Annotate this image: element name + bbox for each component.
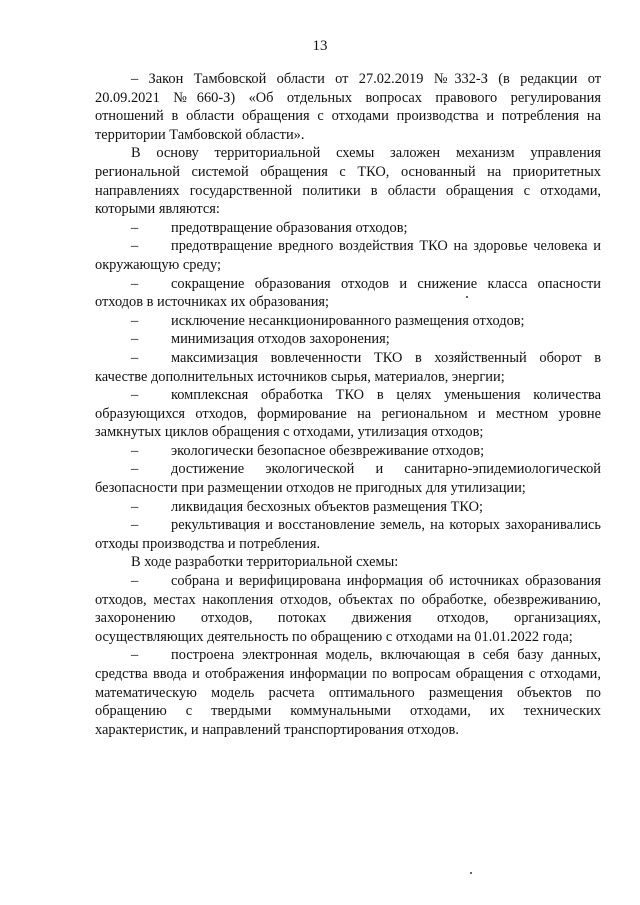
list-item-text: максимизация вовлеченности ТКО в хозяйственный оборот в качестве дополнительных источников сырья, материалов, энергии; — [95, 349, 601, 385]
list-item — [95, 442, 601, 461]
list-item-text: сокращение образования отходов и снижение класса опасности отходов в источниках их образования; — [95, 275, 601, 311]
list-item-text: предотвращение образования отходов; — [171, 219, 408, 236]
list-dash: – — [131, 387, 139, 404]
list-item — [95, 219, 601, 238]
list-item — [95, 237, 601, 274]
list-item — [95, 386, 601, 442]
list-dash: – — [131, 573, 139, 590]
list-dash: – — [131, 442, 139, 459]
list-dash: – — [131, 647, 139, 664]
list-dash: – — [131, 238, 139, 255]
list-item-text: предотвращение вредного воздействия ТКО на здоровье человека и окружающую среду; — [95, 238, 601, 273]
scan-speck — [466, 296, 468, 298]
list-item — [95, 460, 601, 497]
list-item-text: комплексная обработка ТКО в целях уменьшения количества образующихся отходов, формирование на региональном и местном уровне замкнутых циклов обращения с отходами, утилизация отходов; — [95, 387, 601, 441]
list-item-text: собрана и верифицирована информация об источниках образования отходов, местах накопления отходов, объектах по обработке, обезвреживанию, захоронению отходов, потоках движения отходов, организациях, осуществляющих деятельность по обращению с отходами на 01.01.2022 года; — [95, 573, 601, 645]
list-item-text: исключение несанкционированного размещения отходов; — [171, 312, 525, 329]
list-item-text: построена электронная модель, включающая в себя базу данных, средства ввода и отображения информации по вопросам обращения с отходами, математическую модель расчета оптимального размещения объектов по обращению с твердыми коммунальными отходами, их технических характеристик, и направлений транспортирования отходов. — [95, 647, 601, 738]
list-item — [95, 516, 601, 553]
list-item — [95, 349, 601, 386]
paragraph-development: В ходе разработки территориальной схемы: — [131, 554, 399, 571]
list-item-text: рекультивация и восстановление земель, на которых захоранивались отходы производства и потребления. — [95, 517, 601, 552]
list-dash: – — [131, 498, 139, 515]
list-dash: – — [131, 275, 139, 292]
list-item-text: экологически безопасное обезвреживание отходов; — [171, 442, 485, 459]
list-dash: – — [131, 312, 139, 329]
paragraph-law-reference: – Закон Тамбовской области от 27.02.2019 №332-З (в редакции от 20.09.2021 №660-З) «Об отдельных вопросах правового регулирования отношений в области обращения с отходами производства и потребления на территории Тамбовской области». — [95, 71, 601, 143]
list-item — [95, 330, 601, 349]
list-item-text: ликвидация бесхозных объектов размещения ТКО; — [171, 498, 484, 515]
paragraph-intro: В основу территориальной схемы заложен механизм управления региональной системой обращения с ТКО, основанный на приоритетных направлениях государственной политики в области обращения с отходами, которыми являются: — [95, 145, 601, 218]
list-item — [95, 646, 601, 739]
list-item-text: достижение экологической и санитарно-эпидемиологической безопасности при размещении отходов не пригодных для утилизации; — [95, 461, 601, 497]
list-dash: – — [131, 219, 139, 236]
list-item — [95, 275, 601, 312]
list-item-text: минимизация отходов захоронения; — [171, 331, 390, 348]
list-dash: – — [131, 517, 139, 534]
list-item — [95, 498, 601, 517]
scan-speck — [470, 872, 472, 874]
list-dash: – — [131, 349, 139, 366]
list-dash: – — [131, 331, 139, 348]
list-dash: – — [131, 461, 139, 478]
document-body — [95, 70, 601, 739]
list-item — [95, 572, 601, 646]
page-number: 13 — [312, 38, 328, 54]
list-item — [95, 312, 601, 331]
